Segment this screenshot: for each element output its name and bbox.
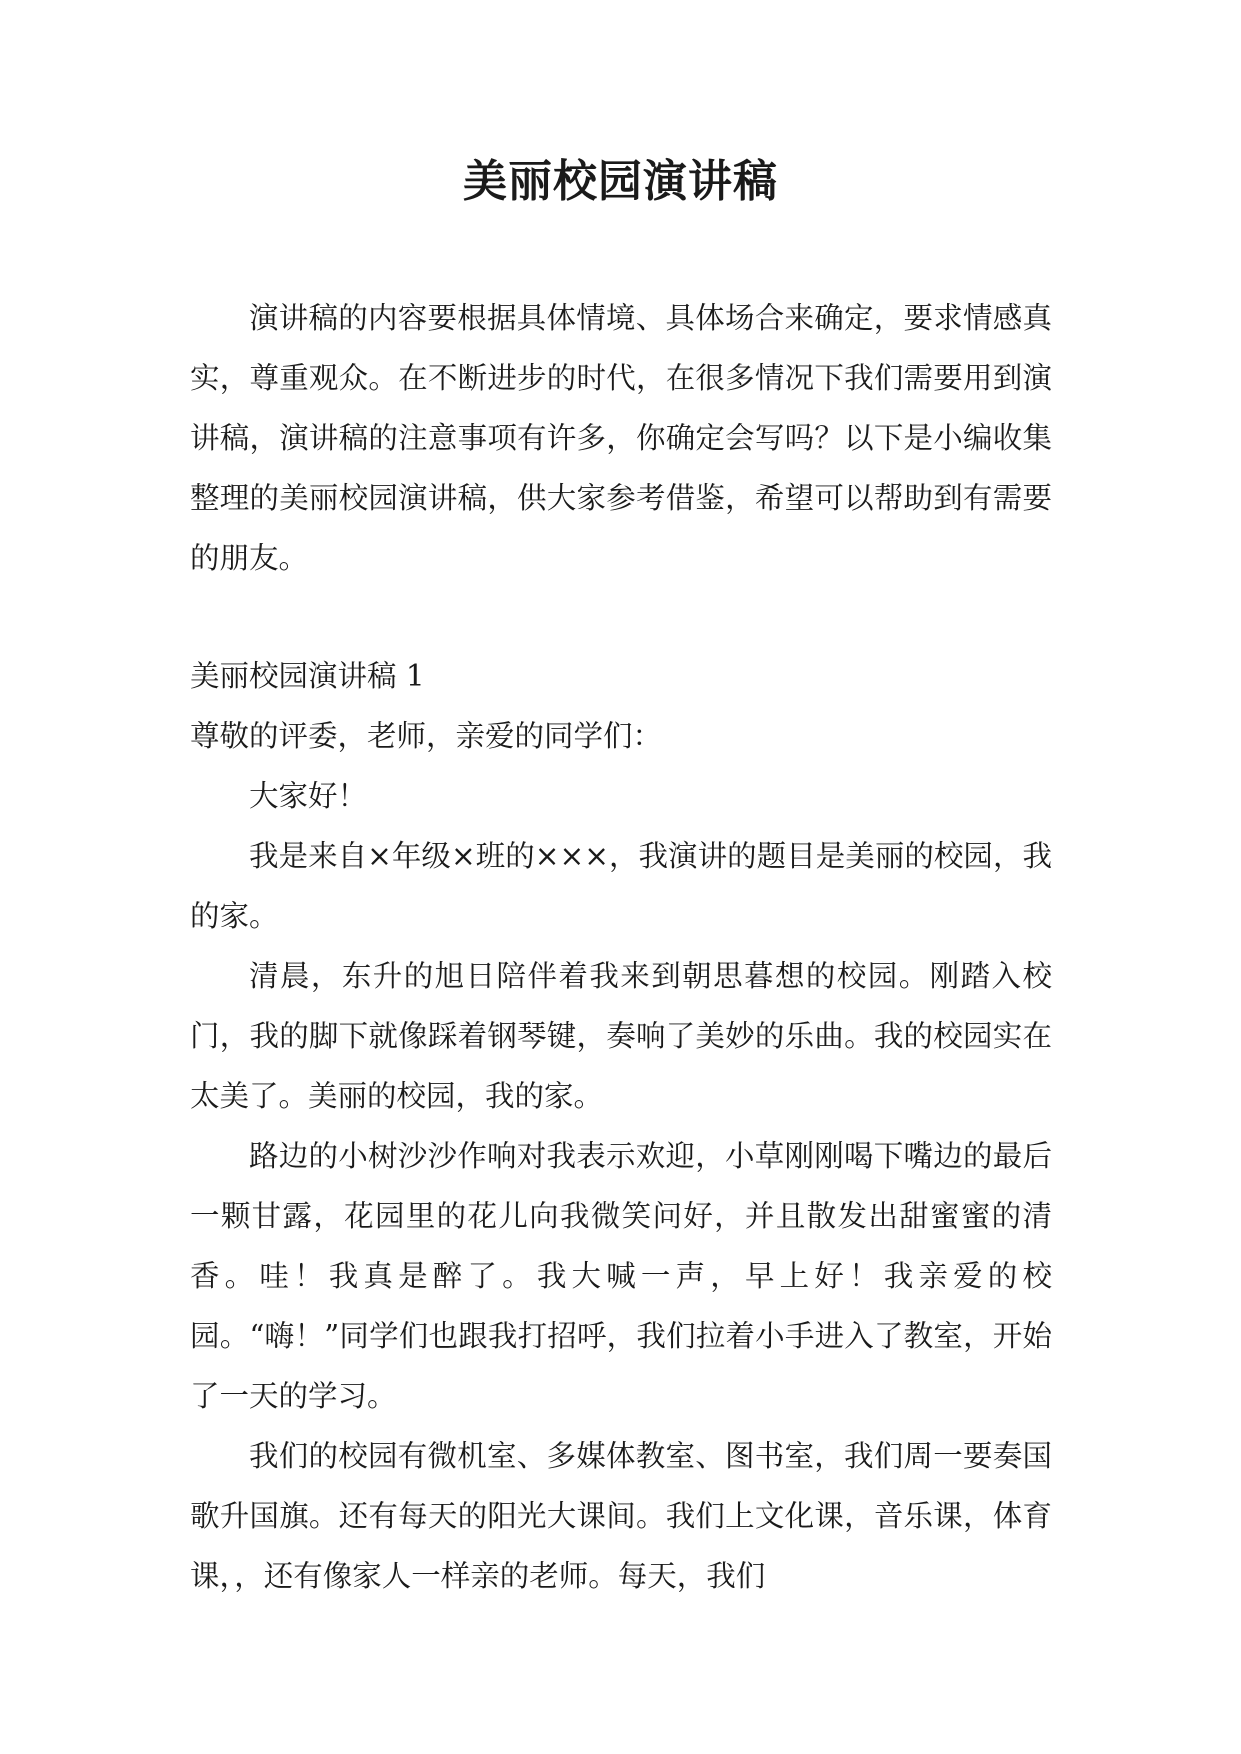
body-paragraph-facilities: 我们的校园有微机室、多媒体教室、图书室，我们周一要奏国歌升国旗。还有每天的阳光大课间。我们上文化课，音乐课，体育课，，还有像家人一样亲的老师。每天，我们 <box>190 1439 1052 1593</box>
body-paragraph-roadside: 路边的小树沙沙作响对我表示欢迎，小草刚刚喝下嘴边的最后一颗甘露，花园里的花儿向我微笑问好，并且散发出甜蜜蜜的清香。哇！我真是醉了。我大喊一声，早上好！我亲爱的校园。“嗨！”同学们也跟我打招呼，我们拉着小手进入了教室，开始了一天的学习。 <box>190 1139 1052 1413</box>
body-paragraph-greeting: 大家好！ <box>249 779 368 813</box>
document-title: 美丽校园演讲稿 <box>463 156 778 207</box>
salutation: 尊敬的评委，老师，亲爱的同学们： <box>190 719 663 753</box>
body-paragraph-self-intro: 我是来自×年级×班的×××，我演讲的题目是美丽的校园，我的家。 <box>190 839 1052 933</box>
body-paragraph-morning: 清晨，东升的旭日陪伴着我来到朝思暮想的校园。刚踏入校门，我的脚下就像踩着钢琴键，奏响了美妙的乐曲。我的校园实在太美了。美丽的校园，我的家。 <box>190 959 1052 1113</box>
document-body <box>190 288 1052 1606</box>
section-heading: 美丽校园演讲稿 1 <box>190 659 425 693</box>
intro-paragraph: 演讲稿的内容要根据具体情境、具体场合来确定，要求情感真实，尊重观众。在不断进步的时代，在很多情况下我们需要用到演讲稿，演讲稿的注意事项有许多，你确定会写吗？以下是小编收集整理的美丽校园演讲稿，供大家参考借鉴，希望可以帮助到有需要的朋友。 <box>190 301 1052 575</box>
